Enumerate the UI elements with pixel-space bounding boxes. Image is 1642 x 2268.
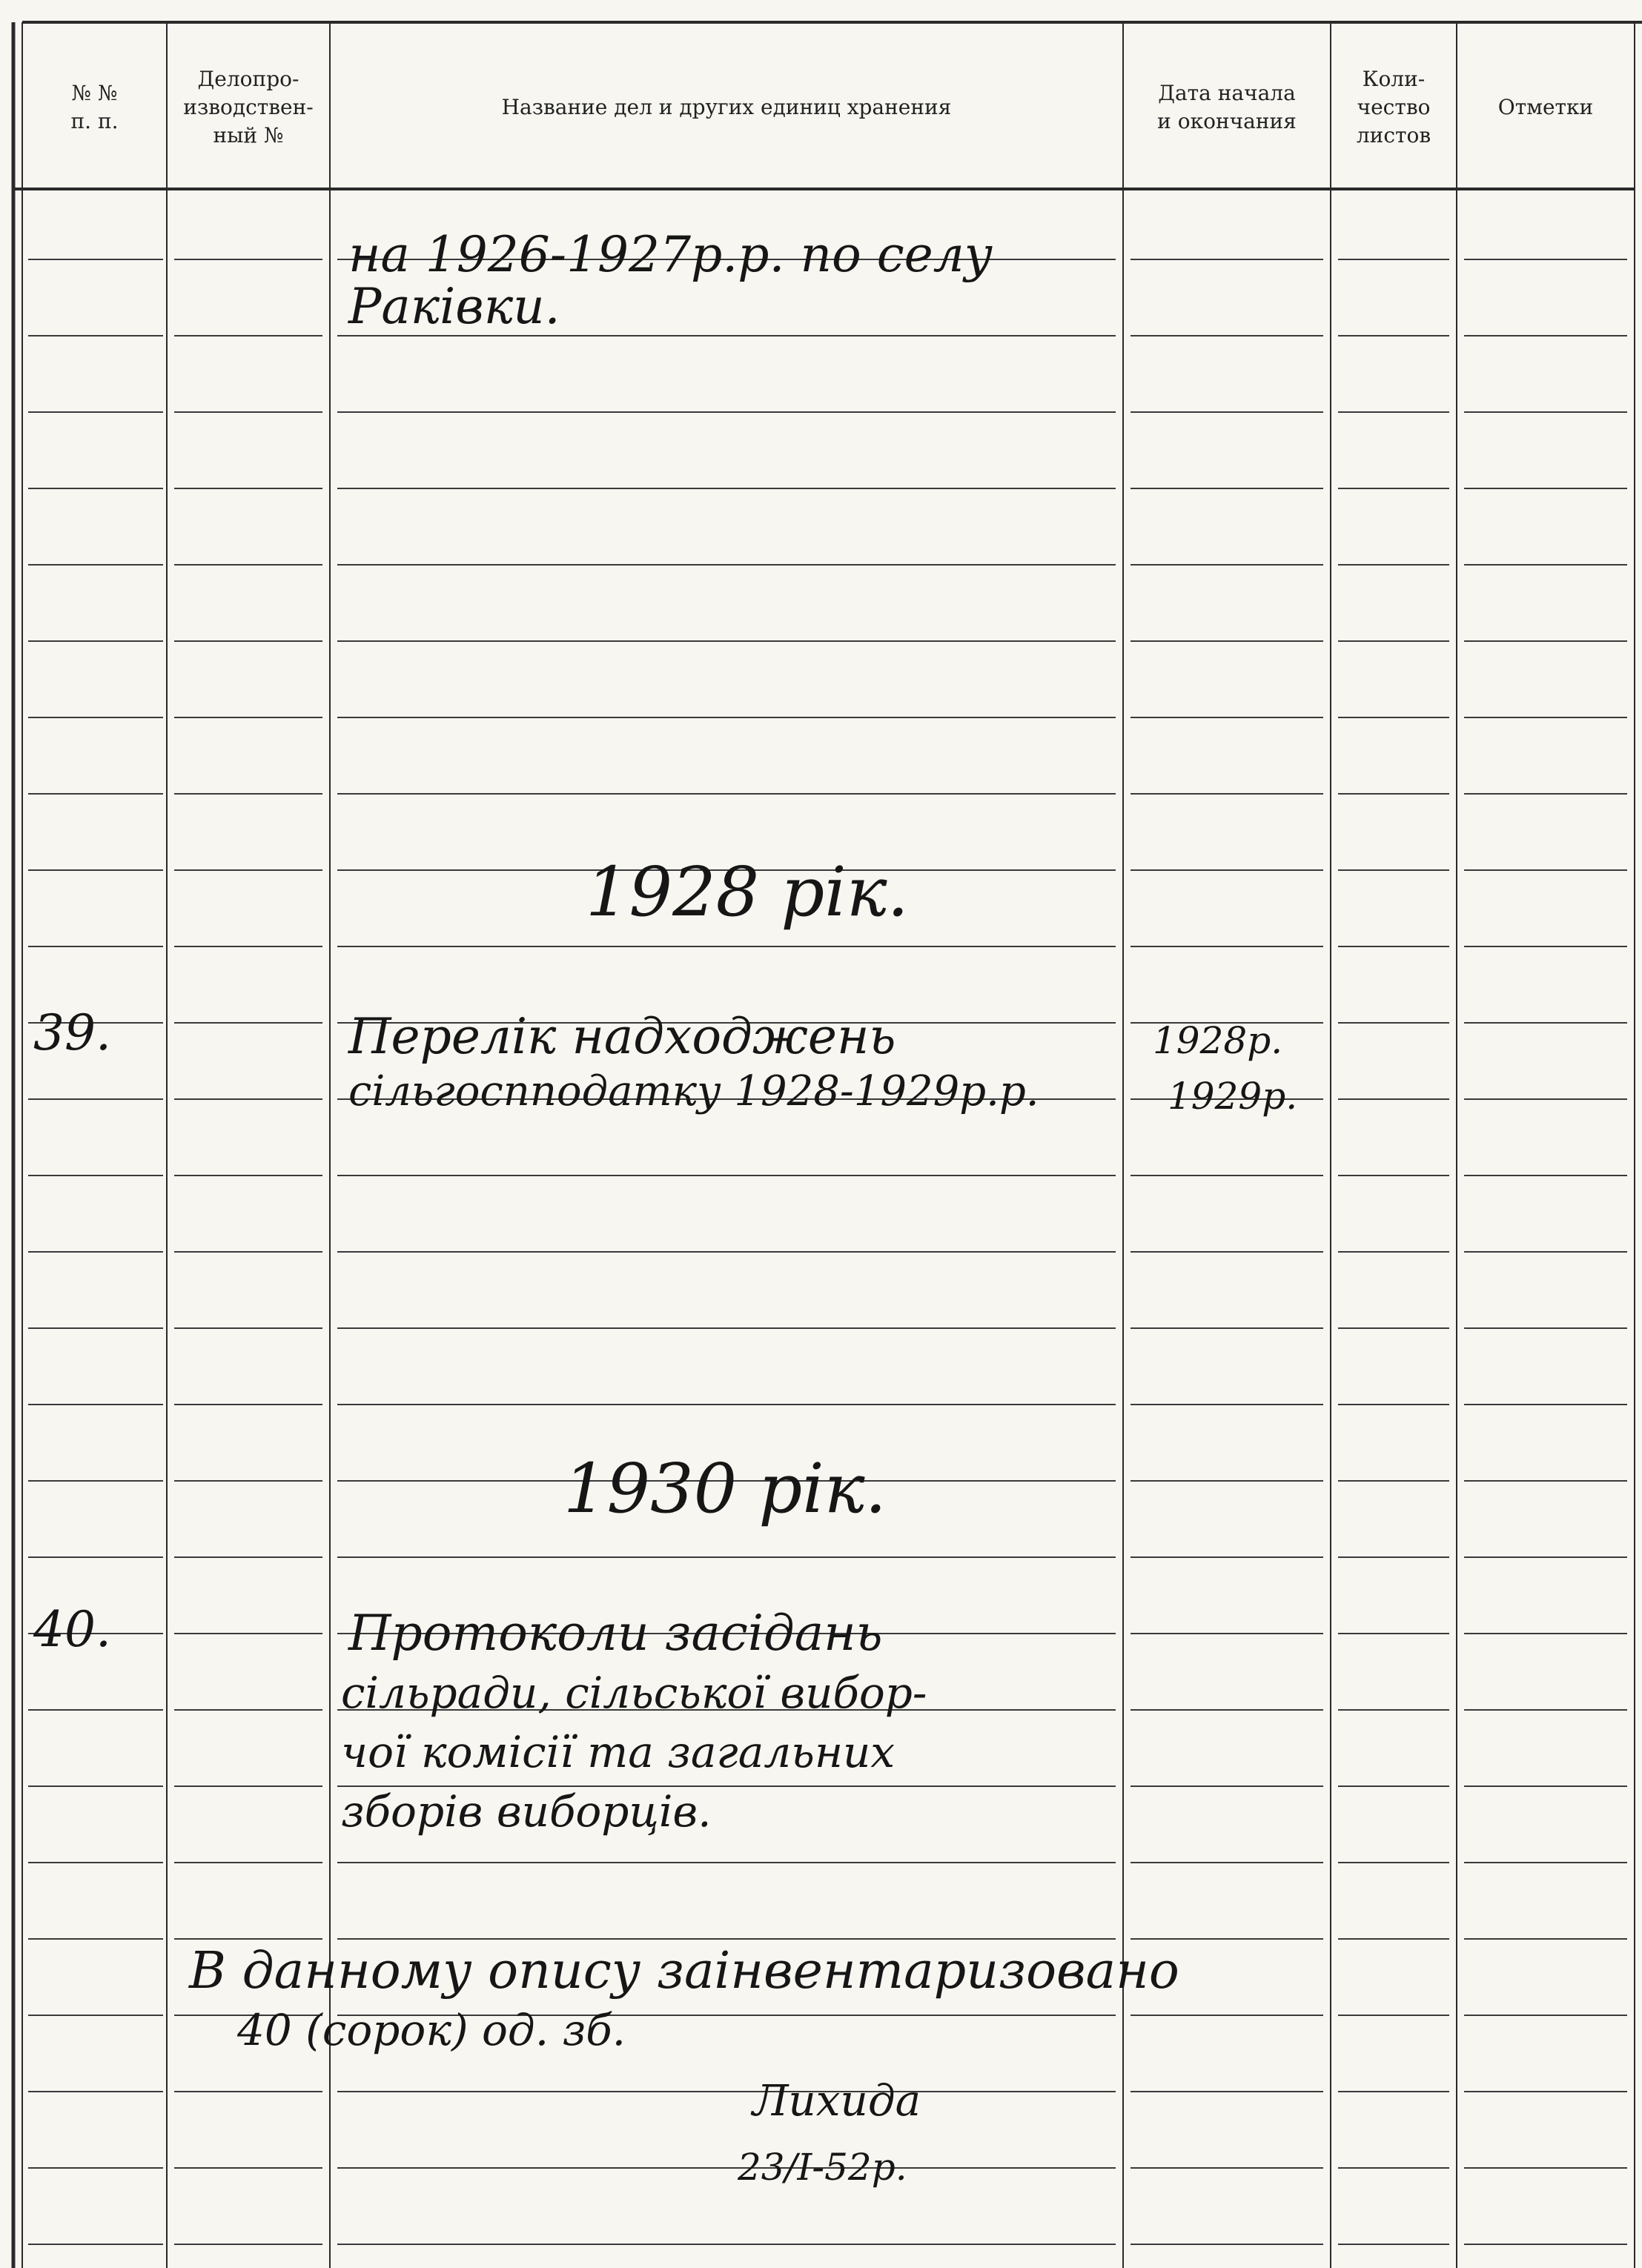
header-text: и окончания	[1157, 109, 1297, 133]
closing-statement-line-1: В данному опису заінвентаризовано	[189, 1942, 1179, 2000]
header-col-number	[22, 30, 167, 185]
signature: Лихида	[752, 2075, 921, 2126]
entry-continuation-line-2: Раківки.	[348, 278, 560, 335]
entry-39-date-start: 1928р.	[1153, 1019, 1283, 1062]
header-text: чество	[1357, 95, 1431, 120]
header-col-notes	[1457, 30, 1635, 185]
year-heading-1928: 1928 рік.	[586, 852, 909, 932]
closing-statement-line-2: 40 (сорок) од. зб.	[237, 2005, 626, 2055]
signature-date: 23/I-52р.	[738, 2146, 907, 2189]
entry-39-title-line-2: сільгоспподатку 1928-1929р.р.	[348, 1067, 1039, 1115]
header-text: Название дел и других единиц хранения	[501, 95, 952, 120]
entry-40-title-line-1: Протоколи засідань	[348, 1605, 883, 1662]
entry-40-title-line-2: сільради, сільської вибор-	[341, 1668, 927, 1718]
header-col-sheets	[1331, 30, 1457, 185]
header-text: Дата начала	[1158, 81, 1296, 106]
header-text: изводствен-	[183, 95, 314, 120]
entry-40-title-line-3: чої комісії та загальних	[341, 1727, 896, 1777]
entry-continuation-line-1: на 1926-1927р.р. по селу	[348, 226, 993, 283]
header-text: листов	[1356, 122, 1431, 147]
year-heading-1930: 1930 рік.	[563, 1449, 887, 1528]
entry-39-date-end: 1929р.	[1168, 1075, 1298, 1118]
header-text: ный №	[213, 122, 284, 147]
header-col-office-number	[167, 30, 330, 185]
header-col-title	[330, 30, 1123, 185]
header-col-dates	[1123, 30, 1331, 185]
header-text: № №	[71, 81, 118, 106]
header-text: Делопро-	[197, 67, 299, 92]
header-text: п. п.	[70, 109, 119, 133]
entry-40-number: 40.	[33, 1601, 111, 1658]
header-text: Коли-	[1362, 67, 1426, 92]
entry-39-number: 39.	[33, 1004, 111, 1061]
header-text: Отметки	[1497, 95, 1594, 120]
entry-39-title-line-1: Перелік надходжень	[348, 1008, 896, 1065]
entry-40-title-line-4: зборів виборців.	[341, 1786, 712, 1837]
